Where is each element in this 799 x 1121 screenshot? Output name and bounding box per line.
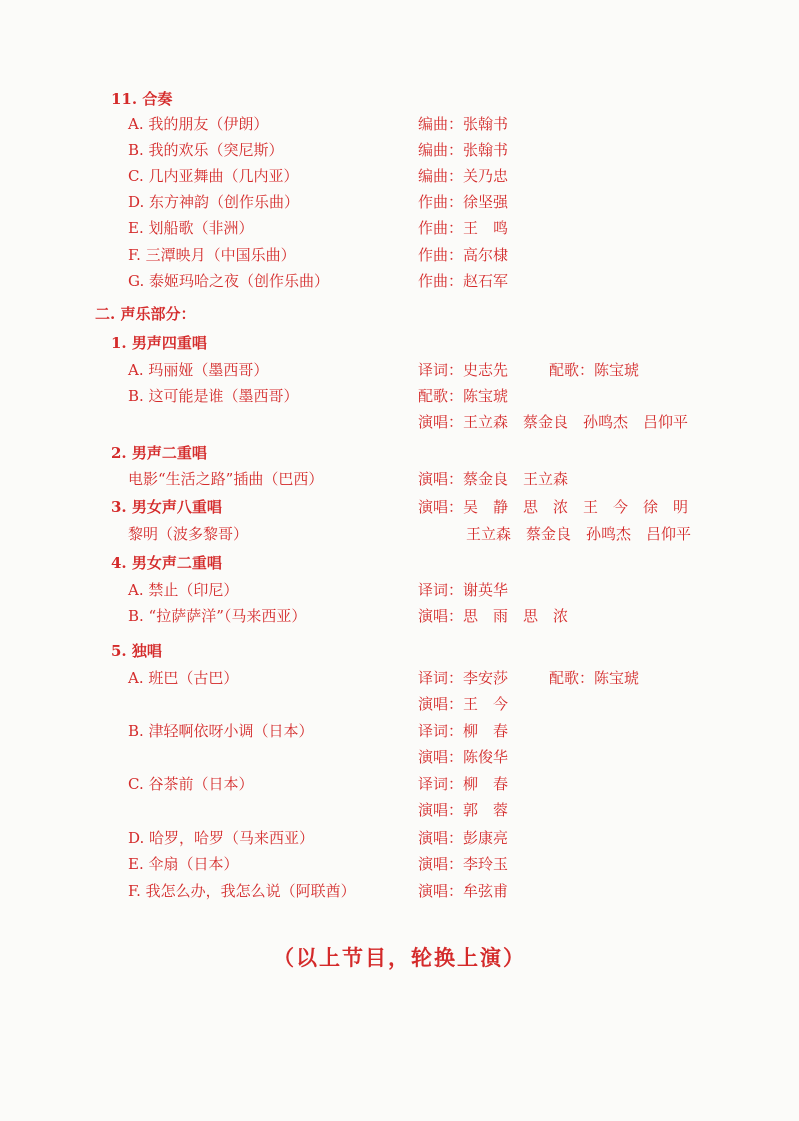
g5-item-a-performer: 演唱：王 今 [418, 695, 509, 713]
g3-item: 黎明（波多黎哥） [128, 525, 249, 543]
g5-item-b: B. 津轻啊依呀小调（日本） [128, 722, 314, 740]
g1-item-b: B. 这可能是谁（墨西哥） [128, 387, 299, 405]
g1-item-a: A. 玛丽娅（墨西哥） [128, 361, 269, 379]
g3-performers-2: 王立森 蔡金良 孙鸣杰 吕仰平 [466, 525, 692, 543]
ensemble-item-g: G. 泰姬玛哈之夜（创作乐曲） [128, 272, 329, 290]
g3-heading: 3. 男女声八重唱 [111, 498, 222, 516]
g5-item-b-lyrics: 译词：柳 春 [418, 722, 509, 740]
ensemble-credit-g: 作曲：赵石军 [418, 272, 509, 290]
g5-item-a-arranger: 配歌：陈宝琥 [549, 669, 640, 687]
ensemble-credit-f: 作曲：高尔棣 [418, 246, 509, 264]
vocal-section-heading: 二. 声乐部分： [95, 305, 196, 323]
ensemble-item-e: E. 划船歌（非洲） [128, 219, 254, 237]
g3-performers: 演唱：吴 静 思 浓 王 今 徐 明 [418, 498, 689, 516]
g5-item-c: C. 谷茶前（日本） [128, 775, 254, 793]
g1-item-a-arranger: 配歌：陈宝琥 [549, 361, 640, 379]
ensemble-credit-b: 编曲：张翰书 [418, 141, 509, 159]
ensemble-item-c: C. 几内亚舞曲（几内亚） [128, 167, 299, 185]
g5-item-d: D. 哈罗，哈罗（马来西亚） [128, 829, 315, 847]
ensemble-credit-c: 编曲：关乃忠 [418, 167, 509, 185]
rotation-note: （以上节目，轮换上演） [273, 945, 526, 970]
g2-heading: 2. 男声二重唱 [111, 444, 207, 462]
g5-item-f-performer: 演唱：牟弦甫 [418, 882, 509, 900]
g1-performers: 演唱：王立森 蔡金良 孙鸣杰 吕仰平 [418, 413, 689, 431]
g1-heading: 1. 男声四重唱 [111, 334, 207, 352]
ensemble-item-b: B. 我的欢乐（突尼斯） [128, 141, 284, 159]
g5-item-b-performer: 演唱：陈俊华 [418, 748, 509, 766]
g5-item-f: F. 我怎么办，我怎么说（阿联酋） [128, 882, 356, 900]
ensemble-heading: 11. 合奏 [111, 90, 173, 108]
g5-item-a-lyrics: 译词：李安莎 [418, 669, 509, 687]
g5-item-e: E. 伞扇（日本） [128, 855, 239, 873]
g5-heading: 5. 独唱 [111, 642, 162, 660]
ensemble-item-f: F. 三潭映月（中国乐曲） [128, 246, 296, 264]
g1-item-a-lyrics: 译词：史志先 [418, 361, 509, 379]
g5-item-e-performer: 演唱：李玲玉 [418, 855, 509, 873]
ensemble-item-d: D. 东方神韵（创作乐曲） [128, 193, 300, 211]
g4-item-a-lyrics: 译词：谢英华 [418, 581, 509, 599]
g5-item-c-lyrics: 译词：柳 春 [418, 775, 509, 793]
g1-item-b-arranger: 配歌：陈宝琥 [418, 387, 509, 405]
g5-item-c-performer: 演唱：郭 蓉 [418, 801, 509, 819]
ensemble-credit-a: 编曲：张翰书 [418, 115, 509, 133]
g2-performers: 演唱：蔡金良 王立森 [418, 470, 569, 488]
g4-item-b-performers: 演唱：思 雨 思 浓 [418, 607, 569, 625]
g5-item-a: A. 班巴（古巴） [128, 669, 239, 687]
ensemble-credit-e: 作曲：王 鸣 [418, 219, 509, 237]
g4-item-a: A. 禁止（印尼） [128, 581, 239, 599]
g2-item: 电影“生活之路”插曲（巴西） [128, 470, 324, 488]
g4-item-b: B. “拉萨萨洋”（马来西亚） [128, 607, 307, 625]
ensemble-credit-d: 作曲：徐坚强 [418, 193, 509, 211]
g4-heading: 4. 男女声二重唱 [111, 554, 222, 572]
g5-item-d-performer: 演唱：彭康亮 [418, 829, 509, 847]
ensemble-item-a: A. 我的朋友（伊朗） [128, 115, 269, 133]
